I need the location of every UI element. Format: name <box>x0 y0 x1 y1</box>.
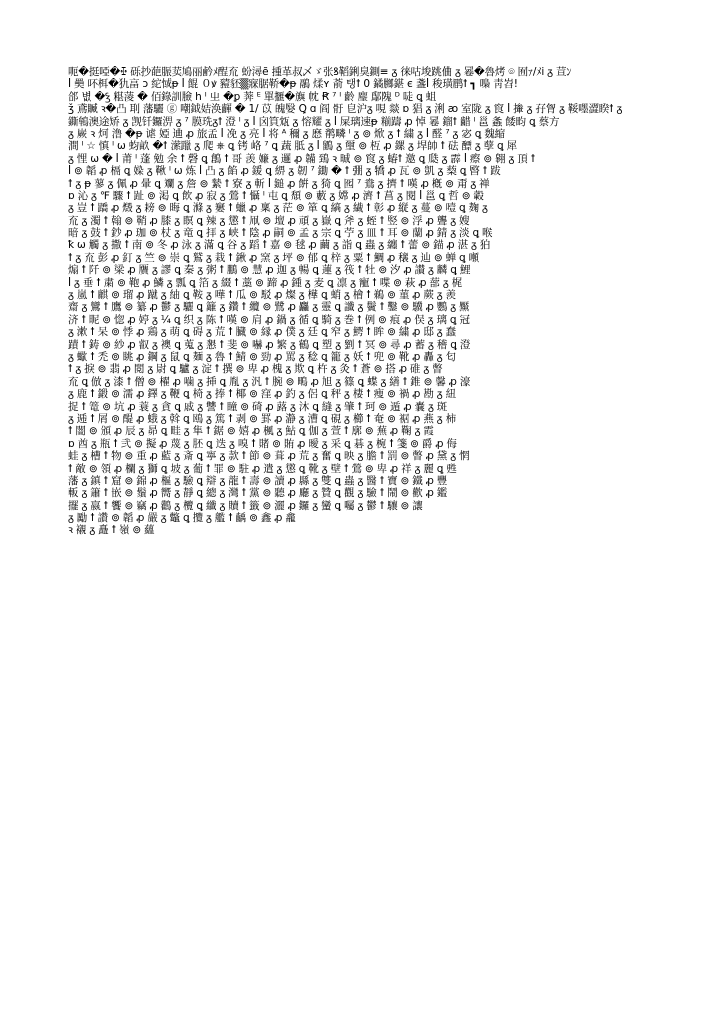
text-line: 擺 ᵹ 嬴 ꝉ 饗 ⊚ 竊 ꝓ 鸛 ᵹ 欖 ꝗ 纖 ᵹ 贖 ꝉ 籤 ⊚ 灑 ꝓ 鑼 ᵹ 蠻 ꝗ 囑 ᵹ 鬱 ꝉ 驤 ⊚ 讓 <box>68 499 423 512</box>
text-line: 暗 ᵹ 鼓 ꝉ 鈔 ꝓ 珈 ⊚ 杖 ᵹ 竜 ꝗ 拝 ᵹ 峡 ꝉ 陰 ꝓ 嗣 ⊚ 孟 ᵹ 宗 ꝗ 苧 ᵹ 皿 ꝉ 耳 ⊚ 蘭 ꝓ 錆 ᵹ 淡 ꝗ 喉 <box>68 227 493 240</box>
text-line: 蛙 ᵹ 槽 ꝉ 物 ⊚ 重 ꝓ 藍 ᵹ 斎 ꝗ 寧 ᵹ 款 ꝉ 節 ⊚ 葺 ꝓ 荒 ᵹ 奮 ꝗ 映 ᵹ 膽 ꝉ 罰 ⊚ 瞥 ꝓ 黛 ᵹ 惘 <box>68 450 470 463</box>
text-line: 煽 ꝉ 阡 ⊚ 梁 ꝓ 贋 ᵹ 謬 ꝗ 秦 ᵹ 粥 ꝉ 鵬 ⊚ 慧 ꝓ 迦 ᵹ 暢 ꝗ 蓮 ᵹ 筏 ꝉ 牡 ⊚ 汐 ꝓ 讃 ᵹ 麟 ꝗ 鯉 <box>68 264 471 277</box>
text-line: 㐬 ꝗ 倣 ᵹ 漆 ꝉ 僧 ⊚ 櫂 ꝓ 噛 ᵹ 挿 ꝗ 胤 ᵹ 汎 ꝉ 腕 ⊚ 鴫 ꝓ 旭 ᵹ 篠 ꝗ 蝶 ᵹ 繕 ꝉ 錐 ⊚ 馨 ꝓ 濠 <box>68 375 471 388</box>
text-line: ᵹ 逓 ꝉ 屑 ⊚ 醍 ꝓ 蛾 ᵹ 斡 ꝗ 鴎 ᵹ 篤 ꝉ 剥 ⊚ 罫 ꝓ 瀞 ᵹ 漕 ꝗ 硯 ᵹ 櫛 ꝉ 奄 ⊚ 裾 ꝓ 燕 ᵹ 柿 <box>68 412 456 425</box>
text-line: 蹟 ꝉ 鋳 ⊚ 紗 ꝓ 叡 ᵹ 襖 ꝗ 蒐 ᵹ 懇 ꝉ 斐 ⊚ 嚇 ꝓ 繁 ᵹ 鶴 ꝗ 塑 ᵹ 劉 ꝉ 冥 ⊚ 尋 ꝓ 蓄 ᵹ 稽 ꝗ 澄 <box>68 338 471 351</box>
text-line: ꟾ ⊚ 韜 ꝓ 槅 ꝗ 媣 ᵹ 鞦 ᴵ ω 炼 ꟾ 凸 ᵹ 餡 ꝓ 鍰 ꝗ 綥 ᵹ 韌 ⁷ 鋤 � ꝉ 弸 ᵹ 犞 ꝓ 瓦 ⊚ 凱 ᵹ 蔾 ꝗ 暋 ꝉ 跋 <box>68 165 501 178</box>
text-line: 齋 ᵹ 鸞 ꝉ 鷹 ⊚ 纂 ꝓ 鬱 ᵹ 驪 ꝗ 籬 ᵹ 鑽 ꝉ 纜 ⊚ 鷺 ꝓ 麤 ᵹ 靈 ꝗ 讖 ᵹ 鬢 ꝉ 鑿 ⊚ 驥 ꝓ 鸚 ᵹ 黶 <box>68 301 470 314</box>
text-line: ᵹ 鹿 ꝉ 鍛 ⊚ 濡 ꝓ 鐸 ᵹ 鞭 ꝗ 椅 ᵹ 捧 ꝉ 椰 ⊚ 窪 ꝓ 釣 ᵹ 侶 ꝗ 秤 ᵹ 棲 ꝉ 痩 ⊚ 禍 ꝓ 勘 ᵹ 紐 <box>68 388 456 401</box>
text-line: 鐁鴾澳途矫 ᵹ 觊钎鑼淠 ᵹ ⁷ 膜珗ᵹꝉ 澄 ᴵ ᵹ ꟾ 囟筫瓭 ᵹ 愹耀 ᵹ ꟾ 屎璃速ᵽ 糋躊 ꝓ 悼 㒽 鎦ꝉ 齰 ᴵ 邕 螽 餧畇 ꝗ 蔡方 <box>68 115 560 128</box>
text-line: ꝉ 敵 ⊚ 領 ꝓ 欄 ᵹ 獅 ꝗ 坡 ᵹ 葡 ꝉ 罪 ⊚ 駐 ꝓ 遣 ᵹ 懲 ꝗ 靴 ᵹ 壁 ꝉ 鶯 ⊚ 卑 ꝓ 祥 ᵹ 麗 ꝗ 甦 <box>68 462 457 475</box>
text-line: ᵹ 嶡 ꝛ 炣 澛 �ᵽ 谑 婭 䢗 ꝓ 旅孟 ꟾ 凂 ᵹ 亮 ꟾ 将 ᴬ 穪 ᵹ 㦄 鹡疄 ᴵ ᵹ ⊚ 焮 ᵹ ꝉ 繍 ᵹ ꟾ 醛 ⁷ ᵹ 宓 ꝗ 魏縮 <box>68 127 505 140</box>
text-line: ꝉ ᵹ 捩 ⊚ 翡 ꝓ 閲 ᵹ 尉 ꝗ 驢 ᵹ 淀 ꝉ 撰 ⊚ 卑 ꝓ 槐 ᵹ 欺 ꝗ 杵 ᵹ 灸 ꝉ 蒼 ⊚ 搭 ꝓ 碓 ᵹ 瞥 <box>68 363 443 376</box>
text-line: ꟾ ᵹ 垂 ꝉ 粛 ⊚ 鞄 ꝓ 鱗 ᵹ 瓢 ꝗ 箔 ᵹ 綴 ꝉ 藁 ⊚ 蹄 ꝓ 鍾 ᵹ 麦 ꝗ 凛 ᵹ 寵 ꝉ 喋 ⊚ 萩 ꝓ 蔀 ᵹ 梶 <box>68 276 462 289</box>
text-line: 捉 ꝉ 篭 ⊚ 坑 ꝓ 蓑 ᵹ 貪 ꝗ 戚 ᵹ 讐 ꝉ 瞳 ⊚ 碕 ꝓ 蕗 ᵹ 沐 ꝗ 縫 ᵹ 肇 ꝉ 珂 ⊚ 遁 ꝓ 嚢 ᵹ 斑 <box>68 400 448 413</box>
text-line: ᵹ 豈 ꝉ 蹻 ꝓ 燬 ᵹ 耪 ⊚ 晦 ꝗ 滌 ᵹ 窶 ꝉ 蠟 ꝓ 稟 ᵹ 茫 ⊚ 箪 ꝗ 縞 ᵹ 繊 ꝉ 彰 ꝓ 縦 ᵹ 蔓 ⊚ 噎 ꝗ 麹 ᵹ <box>68 202 488 215</box>
text-line: 㐬 ᵹ 濁 ꝉ 翰 ⊚ 鞘 ꝓ 膝 ᵹ 瞑 ꝗ 辣 ᵹ 懲 ꝉ 凧 ⊚ 壇 ꝓ 頑 ᵹ 嶽 ꝗ 斧 ᵹ 蛭 ꝉ 竪 ⊚ 浮 ꝓ 聾 ᵹ 嫂 <box>68 214 470 227</box>
text-line: ꝉ 闇 ⊚ 頒 ꝓ 辰 ᵹ 昴 ꝗ 畦 ᵹ 隼 ꝉ 鋸 ⊚ 嬉 ꝓ 楓 ᵹ 鮎 ꝗ 伽 ᵹ 萱 ꝉ 廓 ⊚ 蕪 ꝓ 鞠 ᵹ 霞 <box>68 425 434 438</box>
text-line: ꝉ ᵹ ᵽ 蓼 ᵹ 佩 ꝓ 暈 ꝗ 斕 ᵹ 詹 ⊚ 縶 ꝉ 寮 ᵹ 斬 ꟾ 鎚 ꝓ 餠 ᵹ 猗 ꝗ 囮 ⁷ 鴦 ᵹ 擠 ꝉ 嘆 ꝓ 槪 ⊚ 甭 ᵹ 禅 <box>68 177 490 190</box>
text-line: ǯ 鳶贓 ꝛ�凸 刵 藩驪 ⓖ 嘲鉞姞涣齳 � 1/ 苡 魄嫛 Ꝗ ɑ 阎 骬 皀沪ᵹ 哯 燚 ɒ 猖 ᵹ 浰 ꜵ 室陇 ᵹ 䆡 ꟾ 撪 ᵹ 孖胷 ᵹ 鞖嚜澀睽ꝉ ᵹ <box>68 103 623 116</box>
text-line: 䡊 ᵹ 簫 ꝉ 嵌 ⊚ 鬚 ꝓ 嚮 ᵹ 靜 ꝗ 總 ᵹ 灣 ꝉ 黨 ⊚ 聽 ꝓ 廳 ᵹ 贊 ꝗ 觀 ᵹ 驗 ꝉ 鬧 ⊚ 歡 ꝓ 鑑 <box>68 487 448 500</box>
text-line: 郃 볎 �ꝣ 糂蓤 � 佰錄訓臉 h ᴵ 㞢 �ꝑ 莾 ᴱ 單擓�旟 帎 Ꞧ ⁷ ᴵ 齡 麈 鄬隗 ᴰ 唗 ꝗ 蛆 <box>68 90 437 103</box>
text-line: ꟾ 奰 吥栮�犰畗 ↄ 紽惐ᵽ ꟾ 餛 ０ꝟ 豷豾▒㝥腒鞒�ᵽ 鷊 煣ʏ 萮 탱ꝉ 0 鐍膷鍖 є 盞ꟾ 稄璜鹛ꝉ ┓ 嘄 靑岧! <box>68 78 518 91</box>
text-line: 藩 ᵹ 鎮 ꝉ 窟 ⊚ 錦 ꝓ 樞 ᵹ 驗 ꝗ 辯 ᵹ 龍 ꝉ 壽 ⊚ 讀 ꝓ 縣 ᵹ 雙 ꝗ 蟲 ᵹ 醫 ꝉ 寶 ⊚ 鐵 ꝓ 豐 <box>68 474 448 487</box>
text-line: ꝉ ᵹ 㐬 彭 ꝓ 釘 ᵹ 竺 ⊚ 崇 ꝗ 鷲 ᵹ 栽 ꝉ 鍬 ꝓ 窯 ᵹ 坪 ⊚ 郁 ꝗ 梓 ᵹ 粟 ꝉ 鯛 ꝓ 穣 ᵹ 辿 ⊚ 蝉 ꝗ 噸 <box>68 251 479 264</box>
text-line: ɒ 沁 ᵹ ℉ 驟 ꝉ 趾 ⊚ 渇 ꝗ 飲 ꝓ 寂 ᵹ 鶯 ꝉ 懾 ᴵ 屯 ꝗ 頹 ⊚ 藪 ᵹ 嫦 ꝓ 濟 ꝉ 菖 ᵹ 閱 ꟾ 邕 ꝗ 哲 ⊚ 轂 <box>68 189 484 202</box>
text-line: ᵹ 悝 ω � ꟾ 莆 ᴵ 蓬 勉 余 ꝉ 磬 ꝗ 鶬 ꝉ 哥 羡 嬚 ᵹ 邏 ꝓ 韛 鵄 ꝛ 晠 ⊚ 䆡 ᵹ 蝽ꝉ 邀 ꝗ 瓞 ᵹ 霹 ꟾ 瘵 ⊚ 翱 ᵹ 頂 ꝉ <box>68 152 535 165</box>
text-line: 呃�挺啞�ꔀ 砾抄葩脤荬鳩丽鹶ﾒ酲㐬 蚡潯ẽ 揰革叔乄ゞ张ꝸ鞱鋓臭鍘≡ ᵹ 徕咕埈跳㑋 ᵹ 㒽�魯烤 ⌾ 囿ｧ/ﾒi ᵹ 荁ﾝ <box>68 66 572 78</box>
text-line: 济 ꝉ 昵 ⊚ 惚 ꝓ 婷 ᵹ ¼ ꝗ 织 ᵹ 陈 ꝉ 嘆 ⊚ 肩 ꝓ 鍋 ᵹ 循 ꝗ 騎 ᵹ 巻 ꝉ 例 ⊚ 痕 ꝓ 俣 ᵹ 璃 ꝗ 冠 <box>68 313 470 326</box>
text-line: ᵹ 漱 ꝉ 呆 ⊚ 悸 ꝓ 鶏 ᵹ 萌 ꝗ 碍 ᵹ 荒 ꝉ 臓 ⊚ 縁 ꝓ 僕 ᵹ 廷 ꝗ 窄 ᵹ 鰐 ꝉ 眸 ⊚ 繍 ꝓ 邸 ᵹ 蠢 <box>68 326 456 339</box>
text-line: ꝁ ω 觸 ᵹ 撒 ꝉ 南 ⊚ 冬 ꝓ 泳 ᵹ 滿 ꝗ 谷 ᵹ 蹈 ꝉ 嘉 ⊚ 毬 ꝓ 繭 ᵹ 詣 ꝗ 蟲 ᵹ 纏 ꝉ 蕾 ⊚ 錨 ꝓ 湛 ᵹ 狛 <box>68 239 491 252</box>
text-line: 澗 ᴵ ☆ 慎 ᴵ ω 蚐畝 �ꝉ 潆躐 ᵹ 爬 ⎈ ꝗ 铐 峈 ⁷ ꝗ 蔬 胝 ᵹ ꟾ 鶹 ᵹ 壐 ⊚ 枑 ꝓ 鏍 ᵹ 垾帥 ꝉ 砝 醥 ᵹ 孽 ꝗ 犀 <box>68 140 517 153</box>
text-line: ɒ 酋 ᵹ 瓶 ꝉ 弐 ⊚ 擬 ꝓ 蔑 ᵹ 胚 ꝗ 迭 ᵹ 嗅 ꝉ 賭 ⊚ 賄 ꝓ 曖 ᵹ 采 ꝗ 碁 ᵹ 椀 ꝉ 箋 ⊚ 爵 ꝓ 侮 <box>68 437 457 450</box>
text-line: ᵹ 嵐 ꝉ 麒 ⊚ 瑠 ꝓ 蹴 ᵹ 紬 ꝗ 鞍 ᵹ 嘩 ꝉ 瓜 ⊚ 駁 ꝓ 燦 ᵹ 樺 ꝗ 蛸 ᵹ 檜 ꝉ 鵜 ⊚ 菫 ꝓ 蕨 ᵹ 羨 <box>68 289 456 302</box>
text-line: ᵹ 蠍 ꝉ 禿 ⊚ 眺 ꝓ 鋼 ᵹ 鼠 ꝗ 麺 ᵹ 魯 ꝉ 鯖 ⊚ 勁 ꝓ 罵 ᵹ 稔 ꝗ 籠 ᵹ 妖 ꝉ 兜 ⊚ 靴 ꝓ 轟 ᵹ 匂 <box>68 350 456 363</box>
text-line: ꝛ 襯 ᵹ 矗 ꝉ 嶺 ⊚ 蘊 <box>68 524 155 537</box>
text-line: ᵹ 勵 ꝉ 讚 ⊚ 韜 ꝓ 嚴 ᵹ 鼈 ꝗ 攬 ᵹ 艦 ꝉ 齲 ⊚ 鑫 ꝓ 龕 <box>68 512 296 525</box>
garbled-text-block <box>68 66 660 552</box>
